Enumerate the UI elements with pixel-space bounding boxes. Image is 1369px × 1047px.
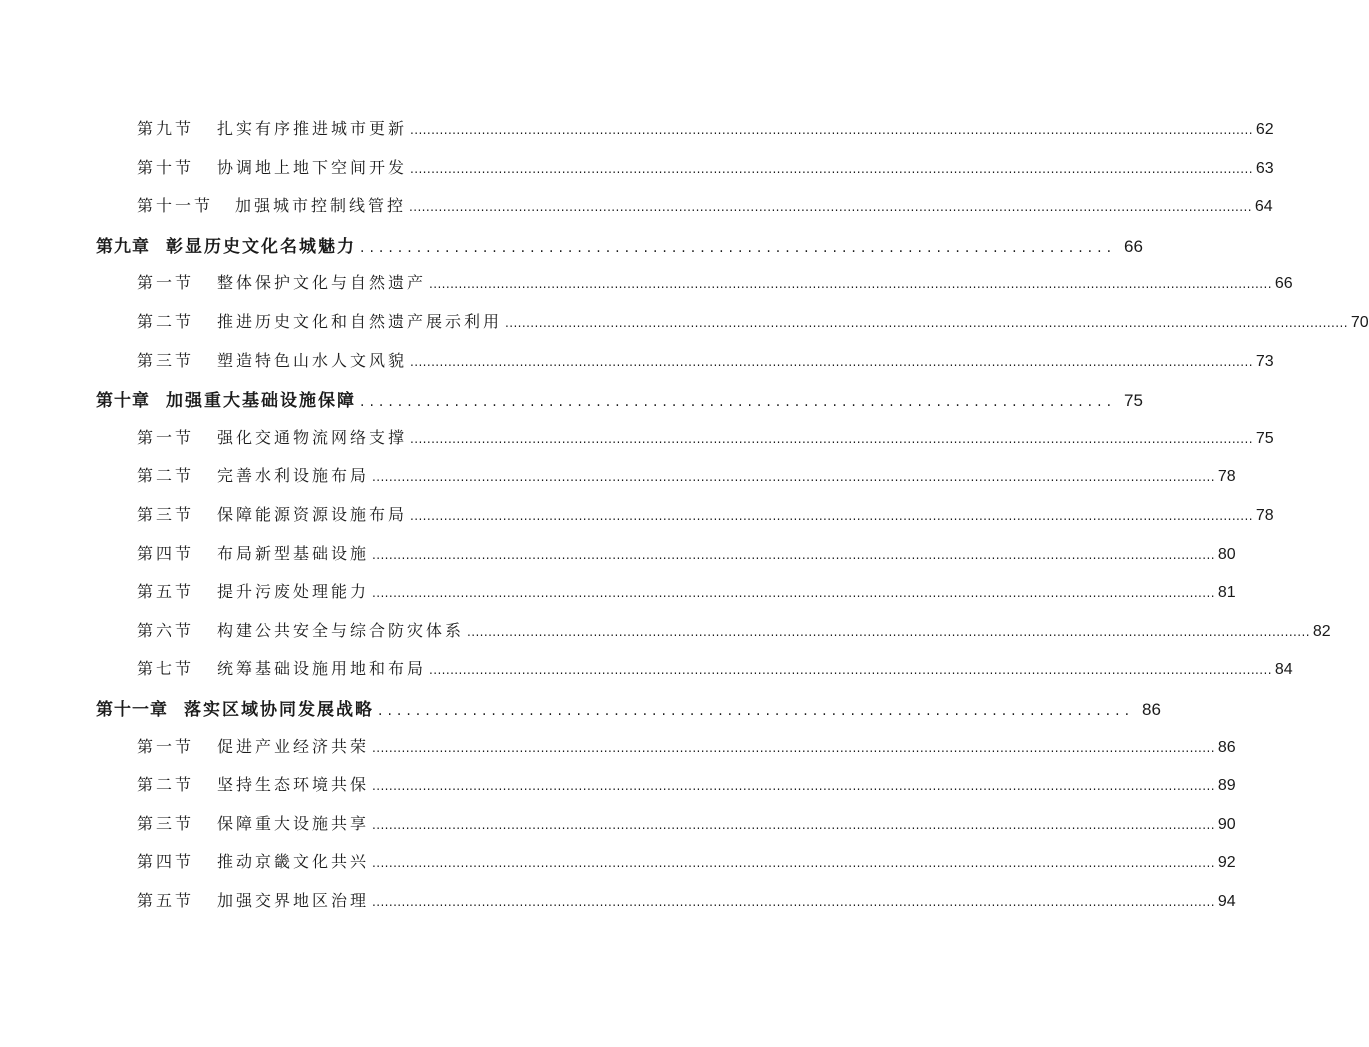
- section-number: 第一节: [137, 427, 195, 447]
- section-title: 布局新型基础设施: [217, 543, 370, 563]
- section-number: 第三节: [137, 504, 195, 524]
- toc-section-entry[interactable]: [0, 728, 1236, 767]
- toc-entry-line: [96, 232, 1143, 258]
- dot-leader: ........................................................................................................................................................................................................: [372, 817, 1215, 832]
- dot-leader: ........................................................................................................................................................................................................: [410, 161, 1253, 176]
- toc-entry-line: [137, 579, 1236, 605]
- section-number: 第一节: [137, 273, 195, 293]
- section-number: 第六节: [137, 620, 195, 640]
- section-number: 第二节: [137, 311, 195, 331]
- toc-section-entry[interactable]: [0, 612, 1331, 651]
- section-number: 第十节: [137, 157, 195, 177]
- page-number: 62: [1255, 121, 1274, 138]
- page-number: 70: [1350, 313, 1369, 331]
- dot-leader: ........................................................................................................................................................................................................: [410, 354, 1253, 369]
- toc-entry-line: [137, 463, 1236, 489]
- dot-leader: ........................................................................................................................................................................................................: [410, 508, 1253, 523]
- toc-entry-line: [137, 618, 1331, 644]
- page-number: 86: [1142, 699, 1161, 719]
- section-title: 协调地上地下空间开发: [217, 157, 408, 177]
- section-title: 提升污废处理能力: [217, 582, 370, 602]
- toc-entry-line: [137, 193, 1273, 219]
- section-title: 促进产业经济共荣: [217, 736, 370, 756]
- toc-section-entry[interactable]: [0, 149, 1274, 188]
- page-number: 82: [1312, 622, 1331, 640]
- dot-leader: ........................................................................................................................................................................................................: [372, 856, 1215, 871]
- toc-entry-line: [137, 348, 1274, 374]
- toc-chapter-entry[interactable]: [0, 226, 1143, 265]
- section-number: 第二节: [137, 775, 195, 795]
- section-number: 第九节: [137, 119, 195, 138]
- toc-section-entry[interactable]: [0, 187, 1273, 226]
- dot-leader: ........................................................................................................................................................................................................: [372, 547, 1215, 562]
- toc-entry-line: [96, 386, 1143, 412]
- section-number: 第五节: [137, 582, 195, 602]
- section-title: 推动京畿文化共兴: [217, 852, 370, 872]
- toc-chapter-entry[interactable]: [0, 380, 1143, 419]
- chapter-title: 加强重大基础设施保障: [166, 391, 356, 412]
- dot-leader: ........................................................................................................................................................................................................: [372, 740, 1215, 755]
- section-title: 强化交通物流网络支撑: [217, 427, 408, 447]
- section-title: 统筹基础设施用地和布局: [217, 659, 427, 679]
- section-title: 塑造特色山水人文风貌: [217, 350, 408, 370]
- section-title: 加强交界地区治理: [217, 890, 370, 910]
- page-number: 89: [1217, 777, 1236, 795]
- dot-leader: ........................................................................................................................................................................................................: [372, 779, 1215, 794]
- page-number: 84: [1274, 661, 1293, 679]
- dot-leader: ................................................................................: [360, 394, 1117, 411]
- toc-section-entry[interactable]: [0, 342, 1274, 381]
- dot-leader: ........................................................................................................................................................................................................: [410, 431, 1253, 446]
- section-number: 第四节: [137, 543, 195, 563]
- toc-section-entry[interactable]: [0, 264, 1293, 303]
- toc-entry-line: [137, 155, 1274, 181]
- toc-section-entry[interactable]: [0, 650, 1293, 689]
- page-number: 75: [1255, 429, 1274, 447]
- section-title: 加强城市控制线管控: [235, 196, 407, 216]
- section-number: 第十一节: [137, 196, 214, 216]
- toc-chapter-entry[interactable]: [0, 689, 1161, 728]
- dot-leader: ........................................................................................................................................................................................................: [505, 315, 1348, 330]
- table-of-contents: [0, 110, 1369, 920]
- toc-section-entry[interactable]: [0, 535, 1236, 574]
- toc-entry-line: [137, 116, 1274, 142]
- section-title: 推进历史文化和自然遗产展示利用: [217, 311, 503, 331]
- toc-section-entry[interactable]: [0, 573, 1236, 612]
- section-number: 第三节: [137, 350, 195, 370]
- dot-leader: ........................................................................................................................................................................................................: [409, 200, 1252, 215]
- page-number: 78: [1255, 506, 1274, 524]
- toc-section-entry[interactable]: [0, 419, 1274, 458]
- page-number: 94: [1217, 892, 1236, 910]
- toc-section-entry[interactable]: [0, 496, 1274, 535]
- toc-entry-line: [137, 270, 1293, 296]
- section-title: 保障重大设施共享: [217, 813, 370, 833]
- section-number: 第三节: [137, 813, 195, 833]
- toc-section-entry[interactable]: [0, 457, 1236, 496]
- dot-leader: ........................................................................................................................................................................................................: [429, 663, 1272, 678]
- section-number: 第四节: [137, 852, 195, 872]
- toc-section-entry[interactable]: [0, 303, 1369, 342]
- section-title: 扎实有序推进城市更新: [217, 119, 408, 138]
- section-title: 保障能源资源设施布局: [217, 504, 408, 524]
- page-number: 75: [1124, 391, 1143, 411]
- toc-section-entry[interactable]: [0, 766, 1236, 805]
- toc-entry-line: [137, 811, 1236, 837]
- dot-leader: ................................................................................: [360, 239, 1117, 256]
- toc-entry-line: [137, 425, 1274, 451]
- chapter-number: 第十一章: [96, 699, 168, 720]
- toc-entry-line: [137, 656, 1293, 682]
- dot-leader: ........................................................................................................................................................................................................: [410, 123, 1253, 137]
- dot-leader: ........................................................................................................................................................................................................: [372, 894, 1215, 909]
- toc-entry-line: [137, 734, 1236, 760]
- dot-leader: ........................................................................................................................................................................................................: [467, 624, 1310, 639]
- toc-section-entry[interactable]: [0, 843, 1236, 882]
- page-number: 64: [1254, 198, 1273, 216]
- chapter-number: 第十章: [96, 391, 150, 412]
- page-number: 92: [1217, 854, 1236, 872]
- section-number: 第一节: [137, 736, 195, 756]
- section-title: 完善水利设施布局: [217, 466, 370, 486]
- toc-entry-line: [137, 502, 1274, 528]
- page-number: 63: [1255, 159, 1274, 177]
- toc-section-entry[interactable]: [0, 882, 1236, 921]
- dot-leader: ........................................................................................................................................................................................................: [372, 586, 1215, 601]
- chapter-title: 彰显历史文化名城魅力: [166, 236, 356, 257]
- chapter-title: 落实区域协同发展战略: [184, 699, 374, 720]
- toc-entry-line: [137, 772, 1236, 798]
- chapter-number: 第九章: [96, 236, 150, 257]
- page-number: 73: [1255, 352, 1274, 370]
- toc-entry-line: [137, 541, 1236, 567]
- toc-entry-line: [96, 695, 1161, 721]
- section-title: 坚持生态环境共保: [217, 775, 370, 795]
- section-number: 第七节: [137, 659, 195, 679]
- toc-section-entry[interactable]: [0, 805, 1236, 844]
- page-number: 66: [1274, 275, 1293, 293]
- toc-entry-line: [137, 888, 1236, 914]
- section-title: 整体保护文化与自然遗产: [217, 273, 427, 293]
- page-number: 66: [1124, 236, 1143, 256]
- section-number: 第五节: [137, 890, 195, 910]
- page-number: 81: [1217, 584, 1236, 602]
- page-number: 90: [1217, 815, 1236, 833]
- dot-leader: ................................................................................: [378, 702, 1135, 719]
- toc-entry-line: [137, 849, 1236, 875]
- dot-leader: ........................................................................................................................................................................................................: [429, 277, 1272, 292]
- section-title: 构建公共安全与综合防灾体系: [217, 620, 465, 640]
- page-number: 78: [1217, 468, 1236, 486]
- page-number: 86: [1217, 738, 1236, 756]
- dot-leader: ........................................................................................................................................................................................................: [372, 470, 1215, 485]
- page-number: 80: [1217, 545, 1236, 563]
- toc-entry-line: [137, 309, 1369, 335]
- section-number: 第二节: [137, 466, 195, 486]
- toc-section-entry[interactable]: [0, 110, 1274, 149]
